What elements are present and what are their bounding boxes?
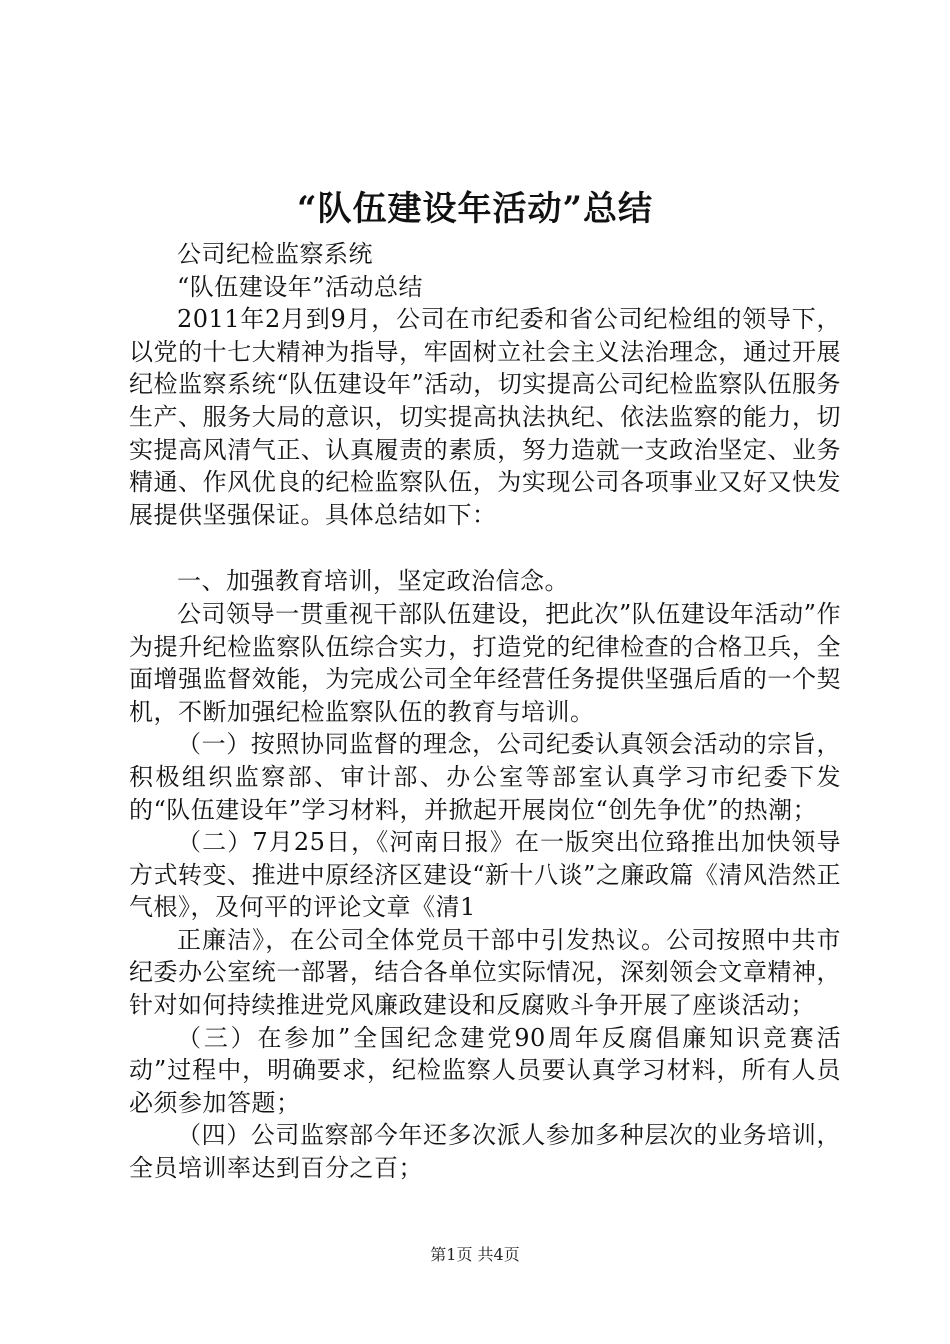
paragraph-subtitle: “队伍建设年”活动总结 (177, 272, 424, 301)
document-title: “队伍建设年活动”总结 (296, 189, 654, 229)
paragraph-intro: 2011年2月到9月，公司在市纪委和省公司纪检组的领导下，以党的十七大精神为指导，牢固树立社会主义法治理念，通过开展纪检监察系统“队伍建设年”活动，切实提高公司纪检监察队伍服务生产、服务大局的意识，切实提高执法执纪、依法监察的能力，切实提高风清气正、认真履责的素质，努力造就一支政治坚定、业务精通、作风优良的纪检监察队伍，为实现公司各项事业又好又快发展提供坚强保证。具体总结如下： (129, 305, 841, 529)
paragraph-item-3: （三）在参加”全国纪念建党90周年反腐倡廉知识竞赛活动”过程中，明确要求，纪检监察人员要认真学习材料，所有人员必须参加答题； (129, 1023, 841, 1117)
paragraph-org: 公司纪检监察系统 (177, 240, 373, 268)
paragraph-item-1: （一）按照协同监督的理念，公司纪委认真领会活动的宗旨，积极组织监察部、审计部、办公室等部室认真学习市纪委下发的“队伍建设年”学习材料，并掀起开展岗位“创先争优”的热潮； (129, 730, 841, 824)
section-heading: 一、加强教育培训，坚定政治信念。 (177, 567, 569, 596)
paragraph-item-2-continued: 正廉洁》，在公司全体党员干部中引发热议。公司按照中共市纪委办公室统一部署，结合各单位实际情况，深刻领会文章精神，针对如何持续推进党风廉政建设和反腐败斗争开展了座谈活动； (129, 925, 841, 1020)
document-body (129, 238, 841, 1185)
paragraph-item-4: （四）公司监察部今年还多次派人参加多种层次的业务培训，全员培训率达到百分之百； (129, 1121, 841, 1183)
paragraph-section-intro: 公司领导一贯重视干部队伍建设，把此次”队伍建设年活动”作为提升纪检监察队伍综合实力，打造党的纪律检查的合格卫兵，全面增强监督效能，为完成公司全年经营任务提供坚强后盾的一个契机，不断加强纪检监察队伍的教育与培训。 (129, 599, 841, 726)
page-footer: 第1页 共4页 (430, 1245, 520, 1264)
paragraph-item-2: （二）7月25日，《河南日报》在一版突出位臵推出加快领导方式转变、推进中原经济区建设“新十八谈”之廉政篇《清风浩然正气根》，及何平的评论文章《清1 (129, 828, 841, 922)
